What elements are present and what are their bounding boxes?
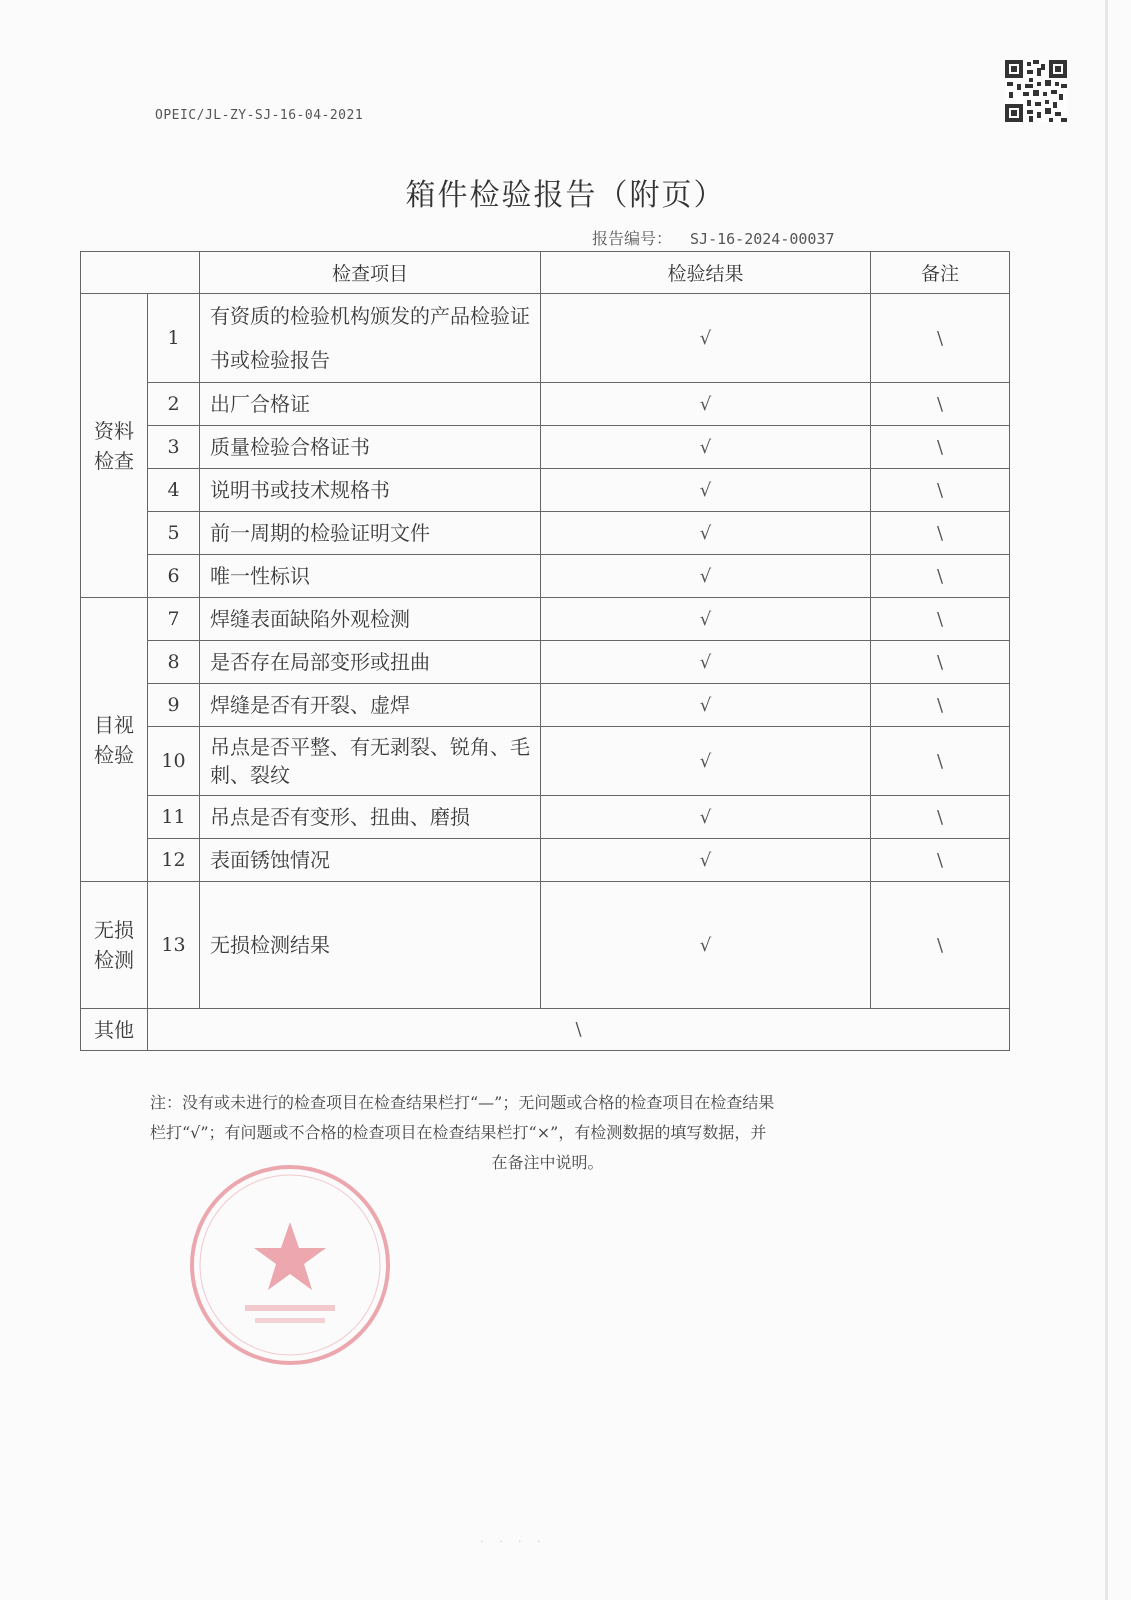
table-row <box>81 383 1010 426</box>
row-number: 8 <box>148 641 200 684</box>
inspection-table <box>80 251 1010 1051</box>
row-note: \ <box>871 512 1010 555</box>
table-row <box>81 598 1010 641</box>
row-number: 5 <box>148 512 200 555</box>
row-note: \ <box>871 727 1010 796</box>
qr-code-icon <box>1005 60 1067 122</box>
table-row <box>81 796 1010 839</box>
row-result: √ <box>541 426 871 469</box>
header-blank-cell <box>81 252 200 294</box>
table-row <box>81 641 1010 684</box>
row-result: √ <box>541 882 871 1009</box>
group-visual-inspection: 目视检验 <box>81 598 148 882</box>
row-note: \ <box>871 684 1010 727</box>
row-number: 10 <box>148 727 200 796</box>
row-number: 7 <box>148 598 200 641</box>
row-item: 焊缝是否有开裂、虚焊 <box>200 684 541 727</box>
row-note: \ <box>871 294 1010 383</box>
row-note: \ <box>871 641 1010 684</box>
report-number-value: SJ-16-2024-00037 <box>690 230 835 248</box>
row-note: \ <box>871 383 1010 426</box>
row-note: \ <box>871 426 1010 469</box>
row-item: 吊点是否有变形、扭曲、磨损 <box>200 796 541 839</box>
page-footer-mark: · · · · <box>480 1535 547 1548</box>
row-result: √ <box>541 383 871 426</box>
row-result: √ <box>541 839 871 882</box>
group-other: 其他 <box>81 1009 148 1051</box>
table-row <box>81 512 1010 555</box>
row-item: 质量检验合格证书 <box>200 426 541 469</box>
row-item: 无损检测结果 <box>200 882 541 1009</box>
footnote-line-1: 注：没有或未进行的检查项目在检查结果栏打“—”；无问题或合格的检查项目在检查结果 <box>150 1093 775 1112</box>
official-seal-stamp <box>185 1160 395 1370</box>
row-result: √ <box>541 598 871 641</box>
row-result: √ <box>541 555 871 598</box>
other-value: \ <box>148 1009 1010 1051</box>
row-note: \ <box>871 598 1010 641</box>
footnote-line-3: 在备注中说明。 <box>491 1153 604 1172</box>
row-item: 表面锈蚀情况 <box>200 839 541 882</box>
row-item: 出厂合格证 <box>200 383 541 426</box>
group-ndt: 无损检测 <box>81 882 148 1009</box>
row-item: 吊点是否平整、有无剥裂、锐角、毛刺、裂纹 <box>200 727 541 796</box>
row-item: 是否存在局部变形或扭曲 <box>200 641 541 684</box>
table-header-row <box>81 252 1010 294</box>
table-row <box>81 469 1010 512</box>
table-row <box>81 555 1010 598</box>
header-note: 备注 <box>871 252 1010 294</box>
table-row-other <box>81 1009 1010 1051</box>
row-result: √ <box>541 641 871 684</box>
row-number: 13 <box>148 882 200 1009</box>
row-result: √ <box>541 469 871 512</box>
report-number <box>592 226 835 249</box>
table-row <box>81 294 1010 383</box>
row-result: √ <box>541 512 871 555</box>
group-document-check: 资料检查 <box>81 294 148 598</box>
table-row <box>81 882 1010 1009</box>
row-result: √ <box>541 796 871 839</box>
table-row <box>81 684 1010 727</box>
row-item: 有资质的检验机构颁发的产品检验证书或检验报告 <box>200 294 541 383</box>
row-number: 12 <box>148 839 200 882</box>
header-result: 检验结果 <box>541 252 871 294</box>
table-row <box>81 727 1010 796</box>
report-number-label: 报告编号： <box>592 229 673 248</box>
row-item: 唯一性标识 <box>200 555 541 598</box>
row-number: 1 <box>148 294 200 383</box>
table-row <box>81 839 1010 882</box>
row-number: 2 <box>148 383 200 426</box>
row-result: √ <box>541 727 871 796</box>
row-note: \ <box>871 469 1010 512</box>
row-item: 前一周期的检验证明文件 <box>200 512 541 555</box>
row-number: 4 <box>148 469 200 512</box>
document-code: OPEIC/JL-ZY-SJ-16-04-2021 <box>155 108 364 123</box>
row-result: √ <box>541 684 871 727</box>
row-note: \ <box>871 796 1010 839</box>
row-number: 11 <box>148 796 200 839</box>
scan-edge <box>1105 0 1108 1600</box>
row-result: √ <box>541 294 871 383</box>
table-row <box>81 426 1010 469</box>
row-number: 9 <box>148 684 200 727</box>
row-note: \ <box>871 555 1010 598</box>
row-number: 3 <box>148 426 200 469</box>
row-item: 焊缝表面缺陷外观检测 <box>200 598 541 641</box>
header-item: 检查项目 <box>200 252 541 294</box>
page-title: 箱件检验报告（附页） <box>405 178 726 213</box>
row-number: 6 <box>148 555 200 598</box>
row-note: \ <box>871 882 1010 1009</box>
row-item: 说明书或技术规格书 <box>200 469 541 512</box>
footnote-line-2: 栏打“√”；有问题或不合格的检查项目在检查结果栏打“×”，有检测数据的填写数据，并 <box>150 1123 767 1142</box>
row-note: \ <box>871 839 1010 882</box>
